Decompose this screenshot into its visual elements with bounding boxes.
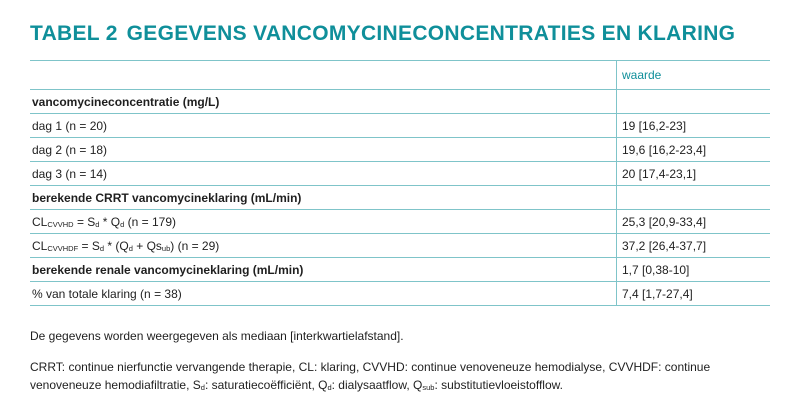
row-value: 7,4 [1,7-27,4] xyxy=(616,282,770,305)
table-row xyxy=(30,281,770,305)
formula-mid: * (Q xyxy=(104,238,129,253)
row-value xyxy=(616,186,770,209)
formula-qs-sub: ub xyxy=(161,243,171,253)
row-label: vancomycineconcentratie (mg/L) xyxy=(32,94,220,109)
table-row xyxy=(30,137,770,161)
formula-plus: + Qs xyxy=(132,238,162,253)
table-row xyxy=(30,257,770,281)
abbreviations-note xyxy=(30,358,770,397)
row-value: 20 [17,4-23,1] xyxy=(616,162,770,185)
formula-q-sub: d xyxy=(120,219,125,229)
row-label: dag 2 (n = 18) xyxy=(32,142,108,157)
table-row xyxy=(30,161,770,185)
abbrev-part: : dialysaatflow, Q xyxy=(331,378,423,392)
row-label: % van totale klaring (n = 38) xyxy=(32,286,182,301)
table-row xyxy=(30,113,770,137)
formula-cl: CL xyxy=(32,238,48,253)
table-row xyxy=(30,209,770,233)
row-value: 19,6 [16,2-23,4] xyxy=(616,138,770,161)
formula-s-sub: d xyxy=(99,243,105,253)
formula-q-sub: d xyxy=(128,243,133,253)
row-label-formula xyxy=(30,239,616,253)
row-value: 1,7 [0,38-10] xyxy=(616,258,770,281)
row-label-formula xyxy=(30,215,616,229)
formula-s-sub: d xyxy=(95,219,100,229)
table-title xyxy=(30,22,735,46)
formula-tail: ) (n = 29) xyxy=(170,238,220,253)
row-value: 37,2 [26,4-37,7] xyxy=(616,234,770,257)
row-label: dag 3 (n = 14) xyxy=(32,166,108,181)
median-note: De gegevens worden weergegeven als mediaan [interkwartielafstand]. xyxy=(30,329,404,343)
abbrev-part: : saturatiecoëfficiënt, Q xyxy=(204,378,328,392)
abbrev-part: CRRT: continue nierfunctie vervangende therapie, CL: klaring, CVVHD: continue venoveneuze hemodialyse, CVVHDF: continue venoveneuze hemodiafiltratie, S xyxy=(30,360,711,392)
header-value-cell: waarde xyxy=(616,61,770,89)
abbrev-sub: sub xyxy=(422,383,435,392)
data-table xyxy=(30,60,770,306)
row-label: berekende CRRT vancomycineklaring (mL/min) xyxy=(32,190,302,205)
row-value: 25,3 [20,9-33,4] xyxy=(616,210,770,233)
row-value: 19 [16,2-23] xyxy=(616,114,770,137)
formula-tail: (n = 179) xyxy=(124,214,177,229)
row-value xyxy=(616,90,770,113)
row-label: berekende renale vancomycineklaring (mL/min) xyxy=(32,262,304,277)
table-row xyxy=(30,185,770,209)
table-heading: GEGEVENS VANCOMYCINECONCENTRATIES EN KLARING xyxy=(126,22,736,45)
row-label: dag 1 (n = 20) xyxy=(32,118,108,133)
formula-cl-sub: CVVHDF xyxy=(47,243,79,253)
abbrev-sub: d xyxy=(200,383,205,392)
table-row xyxy=(30,233,770,257)
abbrev-sub: d xyxy=(327,383,332,392)
table-row xyxy=(30,89,770,113)
formula-mid: * Q xyxy=(99,214,121,229)
formula-cl: CL xyxy=(32,214,48,229)
formula-eq: = S xyxy=(73,214,96,229)
formula-eq: = S xyxy=(78,238,100,253)
table-number: TABEL 2 xyxy=(30,22,118,45)
table-header-row xyxy=(30,61,770,89)
formula-cl-sub: CVVHD xyxy=(47,219,74,229)
abbrev-part: : substitutievloeistofflow. xyxy=(434,378,563,392)
